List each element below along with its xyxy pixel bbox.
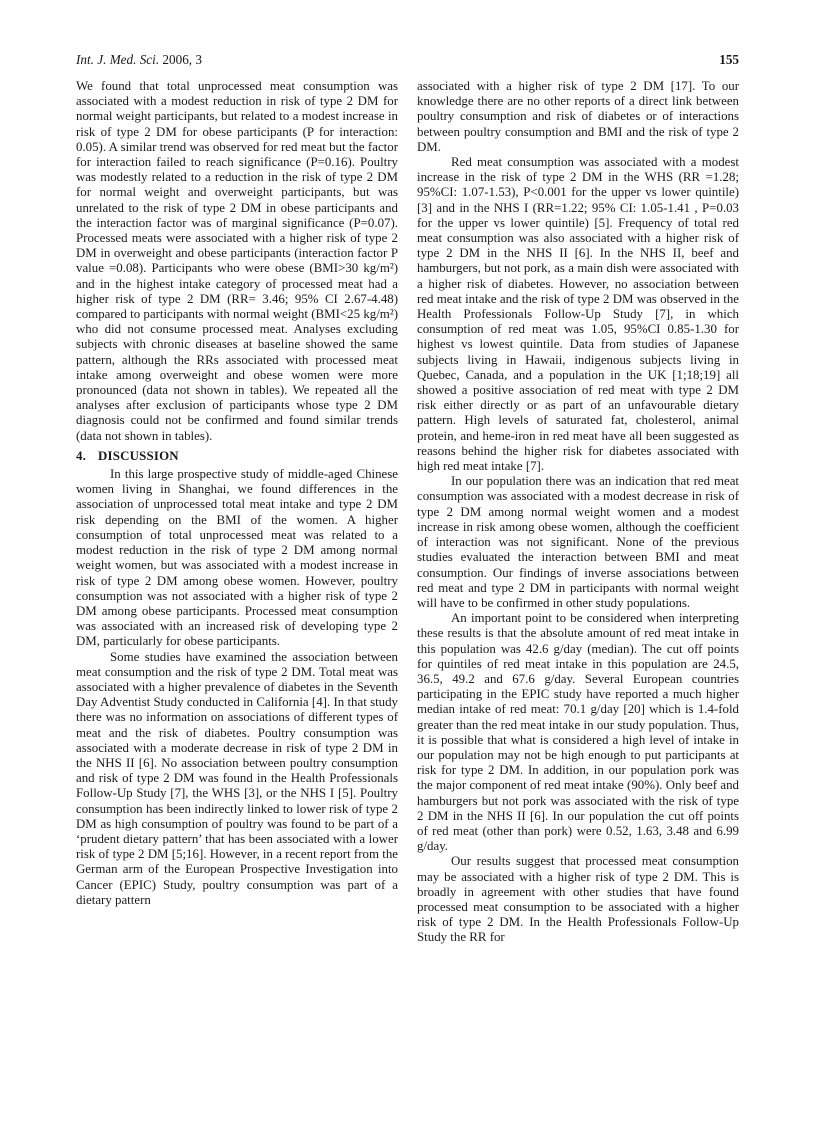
paragraph: Our results suggest that processed meat consumption may be associated with a higher risk of type 2 DM. This is broadly in agreement with other studies that have found processed meat consumption to be associated with a higher risk of type 2 DM. In the Health Professionals Follow-Up Study the RR for [417, 854, 739, 945]
paragraph: An important point to be considered when interpreting these results is that the absolute amount of red meat intake in this population was 42.6 g/day (median). The cut off points for quintiles of red meat intake in this population are 24.5, 36.5, 49.2 and 67.6 g/day. Several European countries participating in the EPIC study have reported a much higher median intake of red meat: 70.1 g/day [20] which is 1.4-fold greater than the red meat intake in our study population. Thus, it is possible that what is considered a high level of intake in our population may not be high enough to put participants at risk for type 2 DM. In addition, in our population pork was the major component of red meat intake (90%). Only beef and hamburgers but not pork was associated with the risk of type 2 DM in the NHS II [6]. In our population the cut off points of red meat (other than pork) were 0.52, 1.63, 3.48 and 6.99 g/day. [417, 611, 739, 854]
paragraph: In this large prospective study of middle-aged Chinese women living in Shanghai, we found differences in the association of unprocessed total meat intake and type 2 DM risk depending on the BMI of the women. A higher consumption of total unprocessed meat was related to a modest reduction in the risk of type 2 DM among normal weight women, but was associated with a modest increase in risk of type 2 DM among obese women. However, poultry consumption was not associated with a higher risk of type 2 DM among obese participants. Processed meat consumption was associated with an increased risk of developing type 2 DM, particularly for obese participants. [76, 467, 398, 649]
paragraph: In our population there was an indication that red meat consumption was associated with a modest decrease in risk of type 2 DM among normal weight women and a modest increase in risk among obese women, although the coefficient of interaction was not significant. None of the previous studies evaluated the interaction between BMI and meat consumption. Our findings of inverse associations between red meat and type 2 DM in participants with normal weight will have to be confirmed in other study populations. [417, 474, 739, 610]
page-number: 155 [719, 52, 739, 67]
paragraph: We found that total unprocessed meat consumption was associated with a modest reduction in risk of type 2 DM for normal weight participants, but related to a modest increase in risk of type 2 DM for obese participants (P for interaction: 0.05). A similar trend was observed for red meat but the factor for interaction failed to reach significance (P=0.16). Poultry was modestly related to a reduction in the risk of type 2 DM for normal weight and overweight participants, but was unrelated to the risk of type 2 DM in obese participants and the interaction factor was of marginal significance (P=0.07). Processed meats were associated with a higher risk of type 2 DM in overweight and obese participants (interaction factor P value =0.08). Participants who were obese (BMI>30 kg/m²) and in the highest intake category of processed meat had a higher risk of type 2 DM (RR= 3.46; 95% CI 2.67-4.48) compared to participants with normal weight (BMI<25 kg/m²) who did not consume processed meat. Analyses excluding subjects with chronic diseases at baseline showed the same pattern, although the RRs associated with processed meat intake among overweight and obese women were more pronounced (data not shown in tables). We repeated all the analyses after exclusion of participants whose type 2 DM diagnosis could not be confirmed and found similar trends (data not shown in tables). [76, 79, 398, 443]
journal-name: Int. J. Med. Sci. [76, 52, 160, 67]
left-column [76, 79, 398, 908]
section-title: DISCUSSION [98, 448, 179, 463]
right-column [417, 79, 739, 946]
section-heading [76, 449, 398, 464]
journal-year-volume: 2006, 3 [159, 52, 202, 67]
paragraph: Red meat consumption was associated with a modest increase in the risk of type 2 DM in the WHS (RR =1.28; 95%CI: 1.07-1.53), P<0.001 for the upper vs lower quintile) [3] and in the NHS I (RR=1.22; 95% CI: 1.05-1.41 , P=0.03 for the upper vs lower quintile) [5]. Frequency of total red meat consumption was also associated with a higher risk of type 2 DM in the NHS II [6]. In the NHS II, beef and hamburgers, but not pork, as a main dish were associated with a higher risk of diabetes. However, no association between red meat intake and the risk of type 2 DM was observed in the Health Professionals Follow-Up Study [7], in which consumption of red meat was 1.05, 95%CI 0.85-1.30 for highest vs lowest quintile. Data from studies of Japanese subjects living in Hawaii, indigenous subjects living in Quebec, Canada, and a population in the UK [1;18;19] all showed a positive association of red meat with type 2 DM risk either directly or as part of an unfavourable dietary pattern. High levels of saturated fat, cholesterol, animal protein, and heme-iron in red meat have all been suggested as reasons behind the higher risk for diabetes associated with high red meat intake [7]. [417, 155, 739, 474]
running-header [76, 50, 739, 70]
paragraph: associated with a higher risk of type 2 DM [17]. To our knowledge there are no other reports of a direct link between poultry consumption and risk of diabetes or of interactions between poultry consumption and BMI and the risk of type 2 DM. [417, 79, 739, 154]
section-number: 4. [76, 448, 87, 463]
paragraph: Some studies have examined the association between meat consumption and the risk of type 2 DM. Total meat was associated with a higher prevalence of diabetes in the Seventh Day Adventist Study conducted in California [4]. In that study there was no information on associations of different types of meat and the risk of diabetes. Poultry consumption was associated with a moderate decrease in risk of type 2 DM in the NHS II [6]. No association between poultry consumption and risk of type 2 DM was found in the Health Professionals Follow-Up Study [7], the WHS [3], or the NHS I [5]. Poultry consumption has been indirectly linked to lower risk of type 2 DM as high consumption of poultry was found to be part of a ‘prudent dietary pattern’ that has been associated with a lower risk of type 2 DM [5;16]. However, in a recent report from the German arm of the European Prospective Investigation into Cancer (EPIC) Study, poultry consumption was part of a dietary pattern [76, 649, 398, 907]
